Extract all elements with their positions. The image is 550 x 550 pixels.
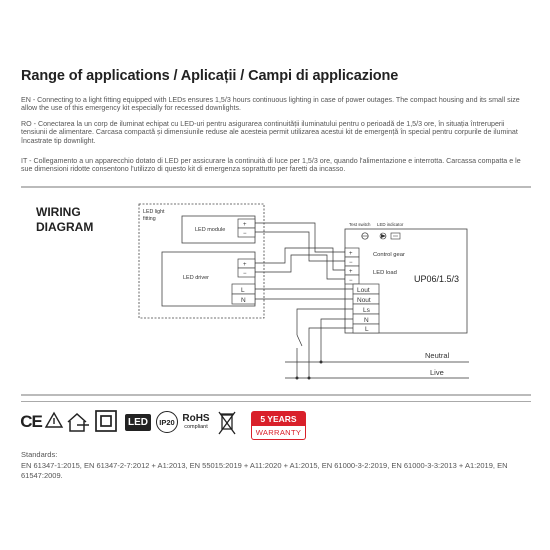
led-driver-label: LED driver (183, 275, 209, 281)
driver-plus-label: + (243, 262, 247, 268)
unit-plus-label-2: + (349, 269, 353, 275)
description-ro: RO - Conectarea la un corp de iluminat echipat cu LED-uri pentru asigurarea continuității iluminatului pentru o perioadă de 1,5/3 ore, în situația întreruperii tensiunii de alimentare. Carcasa compactă și dimensiunile reduse ale acesteia permit utilizarea acestui kit de emergență în special pentru corpurile de iluminat încastrate tip downlight. (21, 120, 518, 145)
led-icon: LED (122, 405, 154, 439)
page-title: Range of applications / Aplicații / Campi di applicazione (21, 68, 399, 84)
junction-live-2 (296, 377, 299, 380)
weee-bin-icon (215, 405, 239, 439)
led-module-label: LED module (195, 227, 226, 233)
led-load-label: LED load (373, 270, 397, 276)
led-indicator-label: LED indicator (377, 222, 404, 227)
neutral-label: Neutral (425, 351, 450, 360)
description-en: EN - Connecting to a light fitting equipped with LEDs ensures 1,5/3 hours continuous lighting in case of power outages. The compact housing and its small size allow the use of this emergency kit especially for recessed downlights. (21, 96, 520, 113)
diagram-title-1: WIRING (36, 205, 81, 219)
standards-label: Standards: (21, 450, 58, 459)
fitting-label-1: LED light (143, 209, 165, 215)
home-plug-icon (64, 405, 92, 439)
driver-L-label: L (241, 287, 245, 294)
rohs-icon: RoHS compliant (182, 412, 210, 430)
test-switch-label: Test switch (349, 222, 371, 227)
nout-label: Nout (357, 297, 371, 304)
module-minus-label: − (243, 231, 247, 237)
description-it: IT - Collegamento a un apparecchio dotato di LED per assicurare la continuità di luce per 1,5/3 ore, quando l'alimentazione e interrotta. Carcassa compatta e le sue dimensioni ridotte consentono l'utilizzo di questo kit di emergenza soprattutto per faretti da incasso. (21, 157, 521, 174)
ip20-icon: IP20 (155, 405, 179, 439)
ls-label: Ls (363, 307, 370, 314)
junction-live-1 (308, 377, 311, 380)
unit-minus-label-1: − (349, 260, 353, 266)
module-plus-label: + (243, 222, 247, 228)
junction-neutral (320, 361, 323, 364)
diagram-title-2: DIAGRAM (36, 220, 94, 234)
warranty-badge (251, 411, 306, 449)
driver-minus-label: − (243, 271, 247, 277)
l-label: L (365, 326, 369, 333)
lout-label: Lout (357, 287, 370, 294)
unit-minus-label-2: − (349, 278, 353, 284)
driver-N-label: N (241, 297, 246, 304)
fitting-label-2: fitting (143, 216, 156, 222)
ce-mark-icon: CE (20, 412, 42, 431)
warranty-years: 5 YEARS (251, 411, 306, 426)
unit-plus-label-1: + (349, 251, 353, 257)
model-label: UP06/1.5/3 (414, 274, 460, 284)
warranty-label: WARRANTY (251, 426, 306, 440)
cert-top-rule (21, 401, 531, 402)
live-label: Live (430, 368, 444, 377)
double-square-icon (93, 405, 119, 439)
n-label: N (364, 317, 369, 324)
control-gear-label: Control gear (373, 252, 405, 258)
standards-text: EN 61347-1:2015, EN 61347-2-7:2012 + A1:2013, EN 55015:2019 + A11:2020 + A1:2015, EN 61000-3-2:2019, EN 61000-3-3:2013 + A1:2019, EN 61547:2009. (21, 461, 508, 480)
class-ii-insulation-icon (44, 405, 64, 439)
